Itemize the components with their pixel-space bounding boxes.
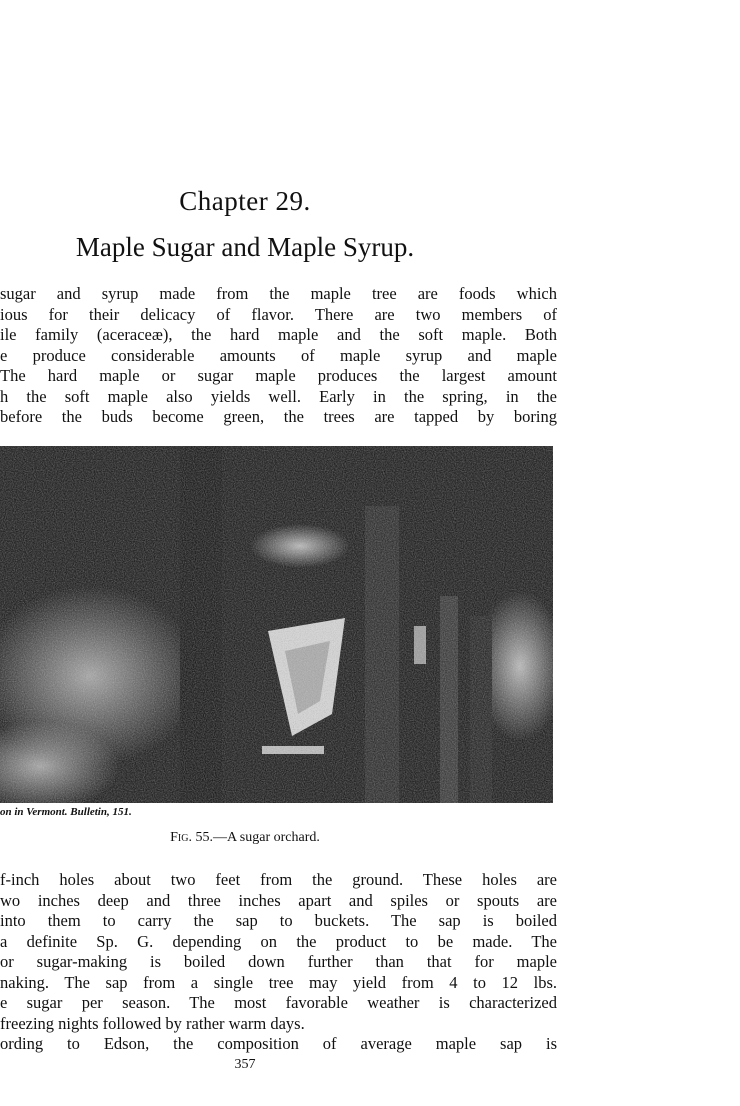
figure-number: Fig. 55.: [170, 830, 213, 845]
text-line: f-inch holes about two feet from the ground. These holes are: [0, 870, 557, 889]
sugar-orchard-photo: [0, 446, 553, 803]
body-paragraph-continued: [0, 870, 557, 1055]
chapter-label: Chapter 29.: [179, 186, 311, 216]
figure-caption: [0, 830, 490, 846]
text-line: e produce considerable amounts of maple syrup and maple: [0, 345, 557, 365]
text-line: a definite Sp. G. depending on the product to be made. The: [0, 931, 557, 951]
text-line: h the soft maple also yields well. Early in the spring, in the: [0, 386, 557, 406]
text-line: into them to carry the sap to buckets. The sap is boiled: [0, 911, 557, 930]
text-line: The hard maple or sugar maple produces the largest amount: [0, 366, 557, 385]
text-line: e sugar per season. The most favorable weather is characterized: [0, 993, 557, 1012]
body-paragraph-intro: [0, 284, 557, 428]
text-line: ile family (aceraceæ), the hard maple and the soft maple. Both: [0, 325, 557, 344]
sugar-orchard-image: [0, 446, 553, 803]
text-line: naking. The sap from a single tree may yield from 4 to 12 lbs.: [0, 972, 557, 992]
photo-credit: on in Vermont. Bulletin, 151.: [0, 806, 132, 818]
page-number: 357: [234, 1057, 256, 1072]
figure-caption-text: —A sugar orchard.: [212, 830, 320, 845]
text-line: sugar and syrup made from the maple tree are foods which: [0, 284, 557, 303]
chapter-title: Maple Sugar and Maple Syrup.: [75, 232, 415, 262]
text-line: wo inches deep and three inches apart and spiles or spouts are: [0, 890, 557, 910]
text-line: ious for their delicacy of flavor. There are two members of: [0, 304, 557, 324]
text-line: or sugar-making is boiled down further than that for maple: [0, 952, 557, 971]
text-line: before the buds become green, the trees are tapped by boring: [0, 407, 557, 426]
text-line: ording to Edson, the composition of average maple sap is: [0, 1034, 557, 1053]
text-line: freezing nights followed by rather warm days.: [0, 1013, 305, 1033]
